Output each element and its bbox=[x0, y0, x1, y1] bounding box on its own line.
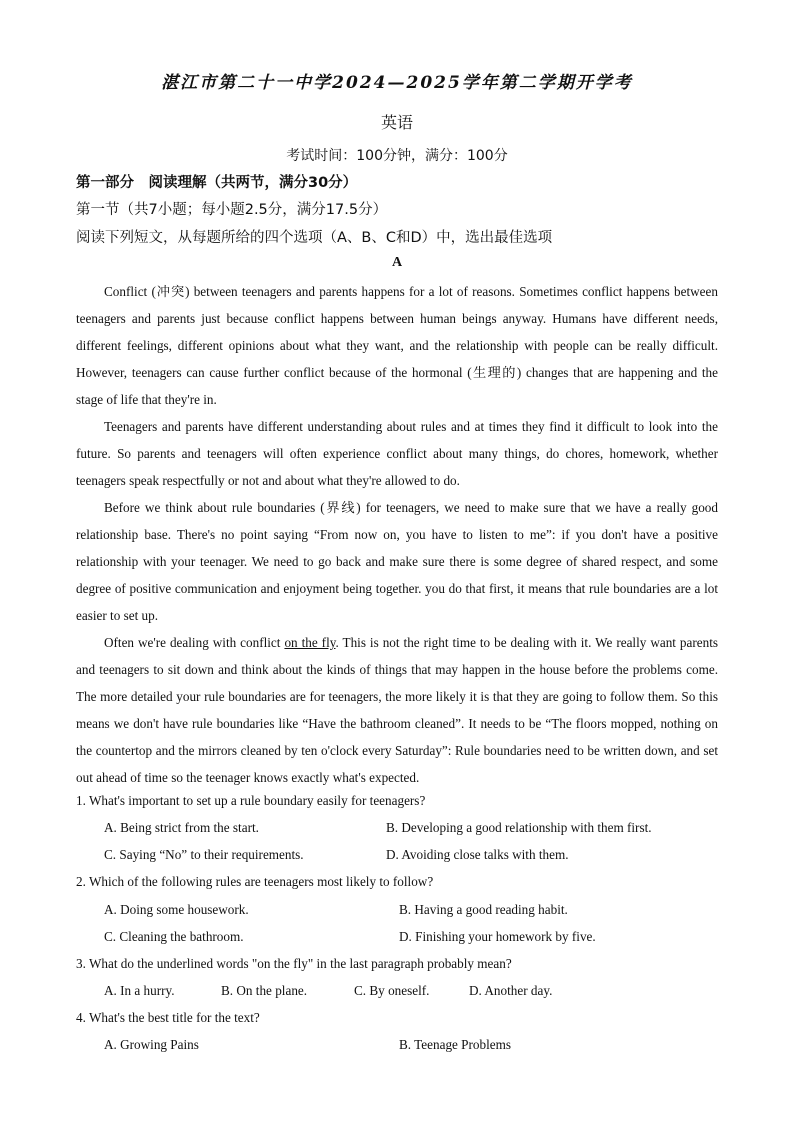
paragraph-1: Conflict (冲突) between teenagers and parents happens for a lot of reasons. Sometimes conflict happens between teenagers and parents just because conflict happens between human beings anyway. Humans have different needs, different feelings, different opinions about what they want, and the relationship with people can be really difficult. However, teenagers can cause further conflict because of the hormonal (生理的) changes that are happening and the stage of life that they're in. bbox=[76, 284, 718, 407]
question-3-option-c[interactable]: C. By oneself. bbox=[354, 983, 430, 998]
question-1-option-a[interactable]: A. Being strict from the start. bbox=[104, 820, 259, 835]
question-3-option-d[interactable]: D. Another day. bbox=[469, 983, 553, 998]
subject-heading: 英语 bbox=[380, 113, 413, 132]
question-3-option-a[interactable]: A. In a hurry. bbox=[104, 983, 175, 998]
passage-letter: A bbox=[391, 255, 403, 270]
question-1-stem: 1. What's important to set up a rule boundary easily for teenagers? bbox=[76, 793, 426, 808]
paragraph-2: Teenagers and parents have different understanding about rules and at times they find it difficult to look into the future. So parents and teenagers will often experience conflict about many things, do chores, homework, whether teenagers speak respectfully or not and about what they're allowed to do. bbox=[76, 419, 718, 488]
question-2-option-a[interactable]: A. Doing some housework. bbox=[104, 902, 249, 917]
question-3-stem: 3. What do the underlined words "on the fly" in the last paragraph probably mean? bbox=[76, 956, 512, 971]
question-1-option-d[interactable]: D. Avoiding close talks with them. bbox=[386, 847, 569, 862]
question-1-option-b[interactable]: B. Developing a good relationship with them first. bbox=[386, 820, 652, 835]
question-2-stem: 2. Which of the following rules are teenagers most likely to follow? bbox=[76, 874, 434, 889]
question-1-option-c[interactable]: C. Saying “No” to their requirements. bbox=[104, 847, 304, 862]
section-heading: 第一节（共7小题；每小题2.5分，满分17.5分） bbox=[76, 202, 388, 218]
question-3-option-b[interactable]: B. On the plane. bbox=[221, 983, 308, 998]
question-2-option-c[interactable]: C. Cleaning the bathroom. bbox=[104, 929, 244, 944]
instruction-text: 阅读下列短文，从每题所给的四个选项（A、B、C和D）中，选出最佳选项 bbox=[76, 230, 553, 246]
paragraph-4-start: Often we're dealing with conflict bbox=[104, 635, 285, 650]
reading-passage bbox=[76, 278, 718, 791]
exam-info: 考试时间：100分钟，满分：100分 bbox=[286, 148, 508, 164]
paragraph-4-rest: . This is not the right time to be dealing with it. We really want parents and teenagers to sit down and think about the kinds of things that may happen in the house before the problems come. The more detailed your rule boundaries are for teenagers, the more likely it is that they are going to follow them. So this means we don't have rule boundaries like “Have the bathroom cleaned”. It needs to be “The floors mopped, nothing on the countertop and the mirrors cleaned by ten o'clock every Saturday”: Rule boundaries need to be written down, and set out ahead of time so the teenager knows exactly what's expected. bbox=[76, 635, 719, 785]
underlined-phrase: on the fly bbox=[284, 635, 336, 650]
question-2-option-d[interactable]: D. Finishing your homework by five. bbox=[399, 929, 596, 944]
question-2-option-b[interactable]: B. Having a good reading habit. bbox=[399, 902, 568, 917]
question-4-option-b[interactable]: B. Teenage Problems bbox=[399, 1037, 512, 1052]
paragraph-4 bbox=[76, 629, 718, 791]
question-4-option-a[interactable]: A. Growing Pains bbox=[104, 1037, 199, 1052]
question-4-stem: 4. What's the best title for the text? bbox=[76, 1010, 260, 1025]
exam-title: 湛江市第二十一中学2024—2025学年第二学期开学考 bbox=[161, 73, 633, 93]
paragraph-3: Before we think about rule boundaries (界线) for teenagers, we need to make sure that we have a really good relationship base. There's no point saying “From now on, you have to listen to me”: if you don't have a positive relationship with your teenager. We need to go back and make sure there is some degree of shared respect, and some degree of positive communication and enjoyment being together. you do that first, it means that rule boundaries are a lot easier to set up. bbox=[76, 500, 718, 623]
part-heading: 第一部分 阅读理解（共两节，满分30分） bbox=[76, 175, 358, 191]
